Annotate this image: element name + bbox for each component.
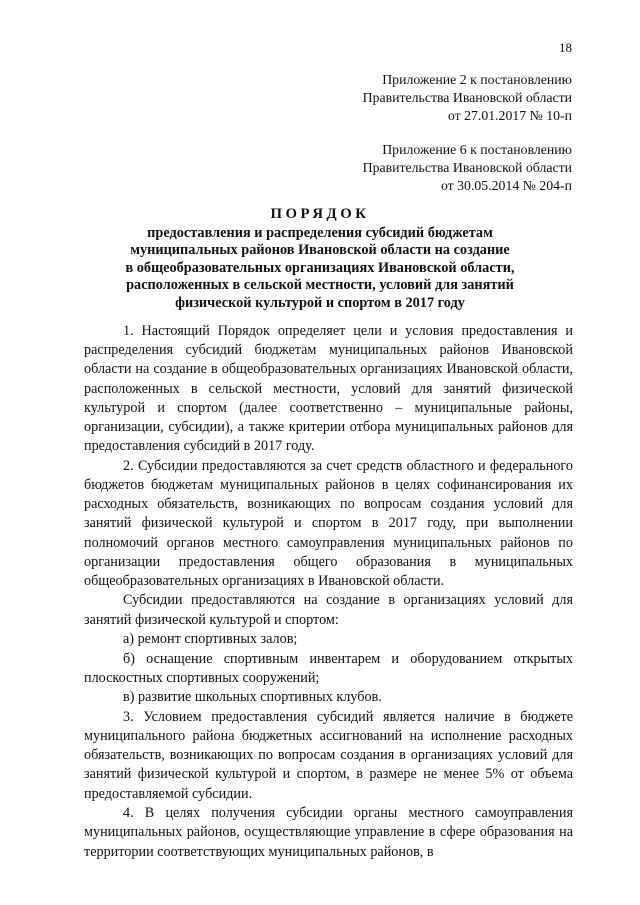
paragraph-subsidy-purposes: Субсидии предоставляются на создание в организациях условий для занятий физической культурой и спортом: xyxy=(84,592,573,628)
appendix-1-line-3: от 27.01.2017 № 10-п xyxy=(447,108,572,123)
title-line: в общеобразовательных организациях Ивановской области, xyxy=(125,259,515,276)
appendix-reference-1 xyxy=(363,71,572,125)
document-body xyxy=(84,322,573,862)
list-item-a: а) ремонт спортивных залов; xyxy=(123,631,298,648)
paragraph-4: 4. В целях получения субсидии органы местного самоуправления муниципальных районов, осуществляющие управление в сфере образования на территории соответствующих муниципальных районов, в xyxy=(84,805,573,860)
appendix-1-line-2: Правительства Ивановской области xyxy=(362,90,572,105)
appendix-2-line-1: Приложение 6 к постановлению xyxy=(382,142,572,157)
list-item-b: б) оснащение спортивным инвентарем и оборудованием открытых плоскостных спортивных сооружений; xyxy=(84,650,573,686)
title-heading: ПОРЯДОК xyxy=(270,206,370,222)
title-line: физической культурой и спортом в 2017 году xyxy=(175,294,465,311)
title-line: муниципальных районов Ивановской области на создание xyxy=(130,242,510,258)
paragraph-3: 3. Условием предоставления субсидий является наличие в бюджете муниципального района бюджетных ассигнований на исполнение расходных обязательств, возникающих по вопросам создания в организациях условий для занятий физической культурой и спортом, в размере не менее 5% от объема предоставляемой субсидии. xyxy=(84,708,573,802)
title-line: расположенных в сельской местности, условий для занятий xyxy=(126,277,514,293)
paragraph-1: 1. Настоящий Порядок определяет цели и условия предоставления и распределения субсидий бюджетам муниципальных районов Ивановской области на создание в общеобразовательных организациях Ивановской области, расположенных в сельской местности, условий для занятий физической культурой и спортом (далее соответственно – муниципальные районы, организации, субсидии), а также критерии отбора муниципальных районов для предоставления субсидий в 2017 году. xyxy=(84,323,573,455)
appendix-2-line-2: Правительства Ивановской области xyxy=(362,160,572,175)
title-line: предоставления и распределения субсидий бюджетам xyxy=(147,224,493,241)
list-item-c: в) развитие школьных спортивных клубов. xyxy=(123,689,382,706)
paragraph-2: 2. Субсидии предоставляются за счет средств областного и федерального бюджетов бюджетам муниципальных районов в целях софинансирования их расходных обязательств, возникающих по вопросам создания условий для занятий физической культурой и спортом в 2017 году, при выполнении полномочий органов местного самоуправления муниципальных районов по организации предоставления общего образования в муниципальных общеобразовательных организациях в Ивановской области. xyxy=(84,457,573,589)
document-title xyxy=(110,206,530,312)
appendix-1-line-1: Приложение 2 к постановлению xyxy=(382,72,572,87)
appendix-reference-2 xyxy=(363,141,572,195)
appendix-2-line-3: от 30.05.2014 № 204-п xyxy=(440,178,572,193)
page-number: 18 xyxy=(559,40,572,55)
